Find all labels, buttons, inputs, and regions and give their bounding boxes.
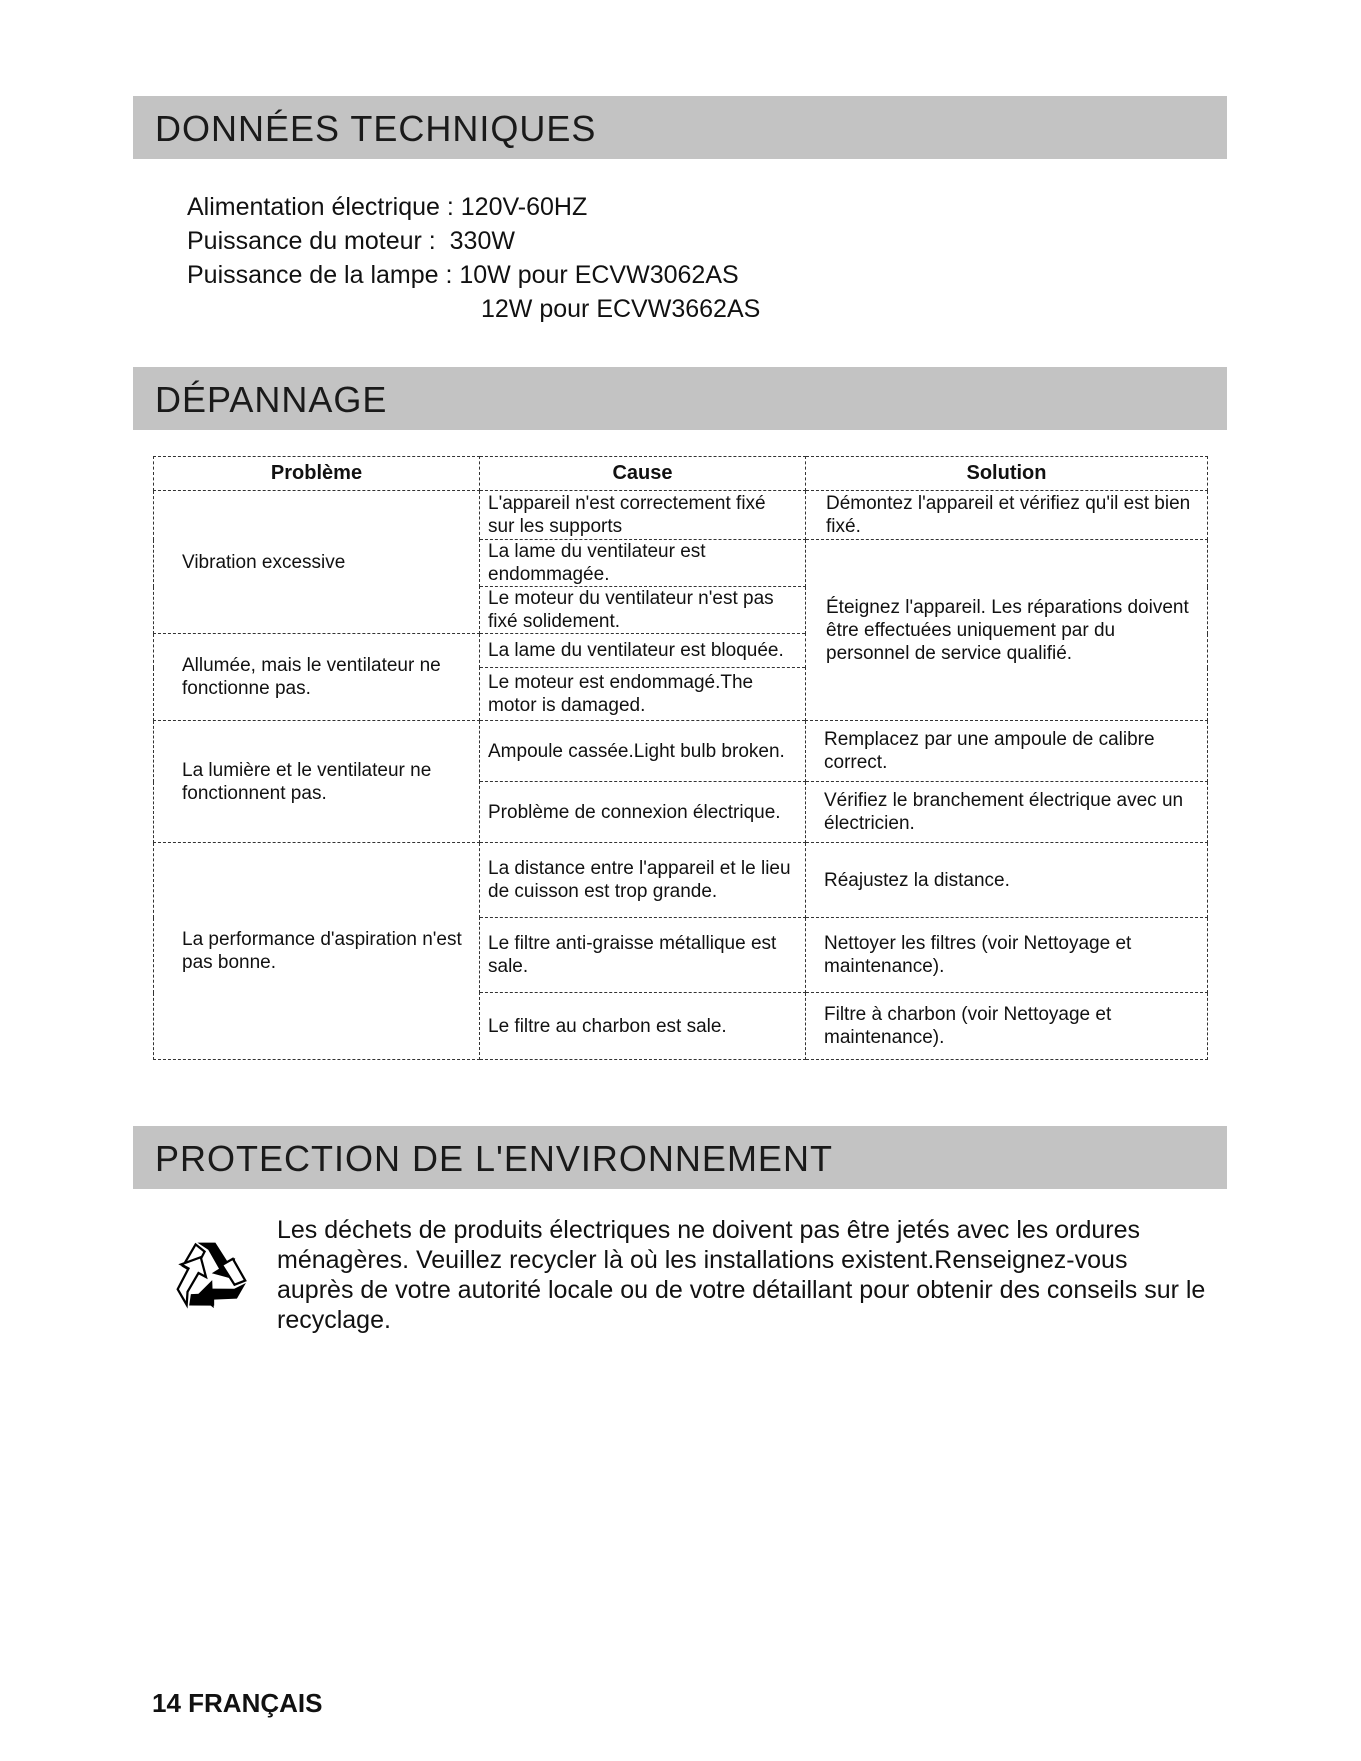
- cause-cell: L'appareil n'est correctement fixé sur les supports: [480, 491, 806, 540]
- table-row: [154, 843, 1208, 918]
- solution-cell: Éteignez l'appareil. Les réparations doivent être effectuées uniquement par du personnel de service qualifié.: [806, 540, 1208, 721]
- problem-cell: Vibration excessive: [154, 491, 480, 634]
- problem-cell: Allumée, mais le ventilateur ne fonctionne pas.: [154, 634, 480, 721]
- solution-cell: Démontez l'appareil et vérifiez qu'il est bien fixé.: [806, 491, 1208, 540]
- cause-cell: Le filtre anti-graisse métallique est sale.: [480, 918, 806, 993]
- header-problem: Problème: [154, 457, 480, 491]
- problem-cell: La performance d'aspiration n'est pas bonne.: [154, 843, 480, 1060]
- spec-power-supply: Alimentation électrique : 120V-60HZ: [187, 193, 588, 221]
- troubleshooting-table: [153, 456, 1208, 1060]
- section-title-environment: PROTECTION DE L'ENVIRONNEMENT: [155, 1138, 833, 1179]
- header-cause: Cause: [480, 457, 806, 491]
- environment-text: Les déchets de produits électriques ne doivent pas être jetés avec les ordures ménagères. Veuillez recycler là où les installations existent.Renseignez-vous auprès de votre autorité locale ou de votre détaillant pour obtenir des conseils sur le recyclage.: [277, 1216, 1206, 1334]
- problem-cell: La lumière et le ventilateur ne fonctionnent pas.: [154, 721, 480, 843]
- cause-cell: La distance entre l'appareil et le lieu de cuisson est trop grande.: [480, 843, 806, 918]
- table-header-row: [154, 457, 1208, 491]
- cause-cell: La lame du ventilateur est endommagée.: [480, 540, 806, 587]
- section-header-environment: [133, 1126, 1227, 1189]
- cause-cell: Problème de connexion électrique.: [480, 782, 806, 843]
- section-header-technical: [133, 96, 1227, 159]
- spec-lamp-power-2: 12W pour ECVW3662AS: [481, 295, 761, 323]
- solution-cell: Filtre à charbon (voir Nettoyage et maintenance).: [806, 993, 1208, 1060]
- spec-motor-power: Puissance du moteur : 330W: [187, 227, 515, 255]
- solution-cell: Remplacez par une ampoule de calibre correct.: [806, 721, 1208, 782]
- solution-cell: Réajustez la distance.: [806, 843, 1208, 918]
- cause-cell: Le moteur du ventilateur n'est pas fixé solidement.: [480, 587, 806, 634]
- cause-cell: La lame du ventilateur est bloquée.: [480, 634, 806, 668]
- section-title-troubleshooting: DÉPANNAGE: [155, 379, 388, 420]
- cause-cell: Ampoule cassée.Light bulb broken.: [480, 721, 806, 782]
- section-title-technical: DONNÉES TECHNIQUES: [155, 108, 597, 149]
- cause-cell: Le filtre au charbon est sale.: [480, 993, 806, 1060]
- table-row: [154, 491, 1208, 540]
- table-row: [154, 721, 1208, 782]
- solution-cell: Nettoyer les filtres (voir Nettoyage et maintenance).: [806, 918, 1208, 993]
- header-solution: Solution: [806, 457, 1208, 491]
- spec-lamp-power: Puissance de la lampe : 10W pour ECVW3062AS: [187, 261, 739, 289]
- page-footer: 14 FRANÇAIS: [152, 1688, 323, 1718]
- solution-cell: Vérifiez le branchement électrique avec un électricien.: [806, 782, 1208, 843]
- section-header-troubleshooting: [133, 367, 1227, 430]
- recycle-icon: [165, 1230, 255, 1325]
- cause-cell: Le moteur est endommagé.The motor is damaged.: [480, 668, 806, 721]
